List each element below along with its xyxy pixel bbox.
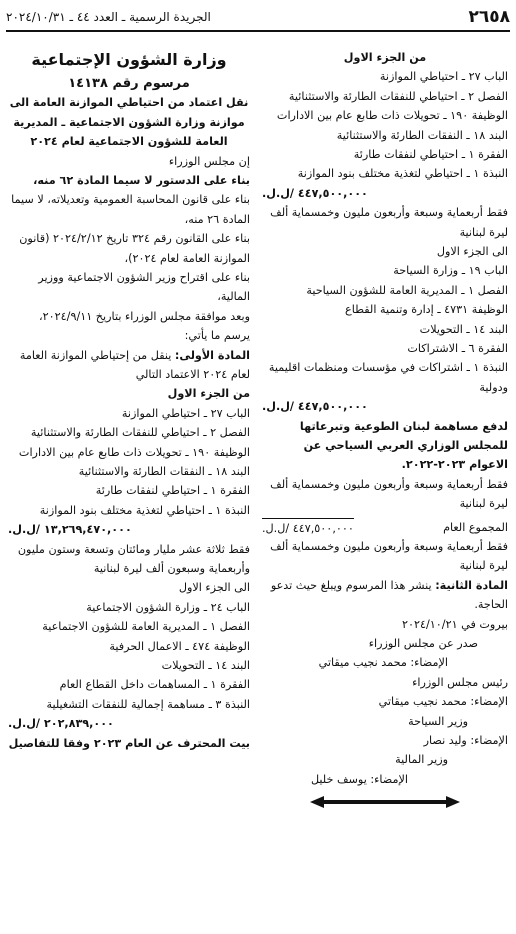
issue-place-date: بيروت في ٢٠٢٤/١٠/٢١ [401,617,508,631]
issued-by: صدر عن مجلس الوزراء [368,636,478,650]
budget-line: الفصل ١ ـ المديرية العامة للشؤون السياحية [306,283,508,297]
running-title: الجريدة الرسمية ـ العدد ٤٤ ـ ٢٠٢٤/١٠/٣١ [6,10,211,24]
budget-line: البند ١٤ ـ التحويلات [419,322,508,336]
budget-line: البند ١٤ ـ التحويلات [161,658,250,672]
section-heading: من الجزء الاول [343,51,427,64]
article-text: ينشر هذا المرسوم ويبلغ حيث تدعو الحاجة. [270,578,508,612]
preamble-line: بناء على القانون رقم ٣٢٤ تاريخ ٢٠٢٤/٢/١٢ (قانون الموازنة العامة لعام ٢٠٢٤)، [19,232,250,265]
budget-line: الفقرة ٦ ـ الاشتراكات [407,341,508,355]
budget-line: الفصل ٢ ـ احتياطي للنفقات الطارئة والاستثنائية [30,426,250,440]
ministry-title: وزارة الشؤون الإجتماعية [31,50,227,69]
signatory-title: وزير السياحة [408,714,468,728]
budget-line: البند ١٨ ـ النفقات الطارئة والاستثنائية [336,128,508,142]
section-heading: الى الجزء الاول [436,244,508,258]
page-header [6,4,510,32]
amount: ١٣,٢٦٩,٤٧٠,٠٠٠ /ل.ل. [8,523,132,537]
decree-number: مرسوم رقم ١٤١٣٨ [68,76,190,91]
signature-line: الإمضاء: يوسف خليل [310,772,408,786]
article-two [262,576,508,615]
end-of-text-arrow [262,795,508,811]
budget-line: الباب ٢٧ ـ احتياطي الموازنة [121,406,250,420]
signatory-title: رئيس مجلس الوزراء [412,675,508,689]
budget-line: الفصل ٢ ـ احتياطي للنفقات الطارئة والاستثنائية [288,89,508,103]
budget-line: الفقرة ١ ـ المساهمات داخل القطاع العام [59,678,250,692]
amount-in-words: فقط ثلاثة عشر مليار ومائتان وتسعة وستون مليون وأربعماية وسبعون ألف ليرة لبنانية [17,542,250,575]
purpose-note: لدفع مساهمة لبنان الطوعية وتبرعاتها للمجلس الوزاري العربي السياحي عن الاعوام ٢٠٢٣-٢٠٢٢. [299,419,508,472]
amount: ٤٤٧,٥٠٠,٠٠٠ /ل.ل. [262,186,368,200]
budget-line: الوظيفة ٤٧٤ ـ الاعمال الحرفية [109,639,250,653]
preamble-line: بناء على الدستور لا سيما المادة ٦٢ منه، [33,174,250,187]
amount-in-words: فقط أربعماية وسبعة وأربعون مليون وخمسماية ألف ليرة لبنانية [270,206,508,239]
decree-subject: نقل اعتماد من احتياطي الموازنة العامة الى موازنة وزارة الشؤون الاجتماعية ـ المديرية العامة للشؤون الاجتماعية لعام ٢٠٢٤ [9,96,249,149]
budget-line: الباب ٢٤ ـ وزارة الشؤون الاجتماعية [86,600,250,614]
signature-line: الإمضاء: وليد نصار [423,733,508,747]
signature-line: الإمضاء: محمد نجيب ميقاتي [378,695,508,709]
budget-line: الفقرة ١ ـ احتياطي لنفقات طارئة [95,484,250,498]
budget-line: الفقرة ١ ـ احتياطي لنفقات طارئة [353,147,508,161]
budget-line: النبذة ١ ـ احتياطي لتغذية مختلف بنود الموازنة [297,167,508,181]
budget-line: الباب ٢٧ ـ احتياطي الموازنة [379,70,508,84]
preamble-line: وبعد موافقة مجلس الوزراء بتاريخ ٢٠٢٤/٩/١١، [39,309,250,323]
preamble-line: بناء على قانون المحاسبة العمومية وتعديلاته، لا سيما المادة ٢٦ منه، [11,193,250,226]
grand-total-value: ٤٤٧,٥٠٠,٠٠٠ /ل.ل. [262,518,354,537]
section-heading: الى الجزء الاول [178,581,250,595]
left-column [8,48,250,753]
article-label: المادة الثانية: [435,578,508,592]
section-heading: من الجزء الاول [167,387,250,401]
budget-line: النبذة ٣ ـ مساهمة إجمالية للنفقات التشغيلية [46,697,250,711]
amount: ٢٠٢,٨٣٩,٠٠٠ /ل.ل. [8,717,114,731]
grand-total-label: المجموع العام [443,520,508,534]
budget-line: النبذة ١ ـ اشتراكات في مؤسسات ومنظمات اقليمية ودولية [268,361,508,394]
right-column [262,48,508,811]
amount-in-words: فقط أربعماية وسبعة وأربعون مليون وخمسماية ألف ليرة لبنانية [270,539,508,573]
article-text: ينقل من إحتياطي الموازنة العامة لعام ٢٠٢٤ الاعتماد التالي [19,348,250,382]
budget-line: البند ١٨ ـ النفقات الطارئة والاستثنائية [78,465,250,478]
preamble-line: إن مجلس الوزراء [168,154,250,168]
budget-line: الوظيفة ٤٧٣١ ـ إدارة وتنمية القطاع [345,303,508,317]
budget-line: الوظيفة ١٩٠ ـ تحويلات ذات طابع عام بين الادارات [276,109,508,123]
budget-line: الفصل ١ ـ المديرية العامة للشؤون الاجتماعية [42,620,250,634]
budget-line: الباب ١٩ ـ وزارة السياحة [393,264,508,278]
signature-line: الإمضاء: محمد نجيب ميقاتي [318,656,448,670]
amount: ٤٤٧,٥٠٠,٠٠٠ /ل.ل. [262,400,368,414]
amount-in-words: فقط أربعماية وسبعة وأربعون مليون وخمسماية ألف ليرة لبنانية [270,477,508,511]
grand-total-row [262,518,508,537]
preamble-line: بناء على اقتراح وزير الشؤون الاجتماعية ووزير المالية، [38,271,250,304]
preamble-line: يرسم ما يأتي: [184,329,250,343]
page-number: ٢٦٥٨ [468,7,510,27]
purpose-note: بيت المحترف عن العام ٢٠٢٣ وفقا للتفاصيل [8,736,250,750]
signatory-title: وزير المالية [395,753,448,767]
article-label: المادة الأولى: [174,348,250,362]
budget-line: النبذة ١ ـ احتياطي لتغذية مختلف بنود الموازنة [39,503,250,517]
article-one [8,346,250,385]
budget-line: الوظيفة ١٩٠ ـ تحويلات ذات طابع عام بين الادارات [18,445,250,459]
